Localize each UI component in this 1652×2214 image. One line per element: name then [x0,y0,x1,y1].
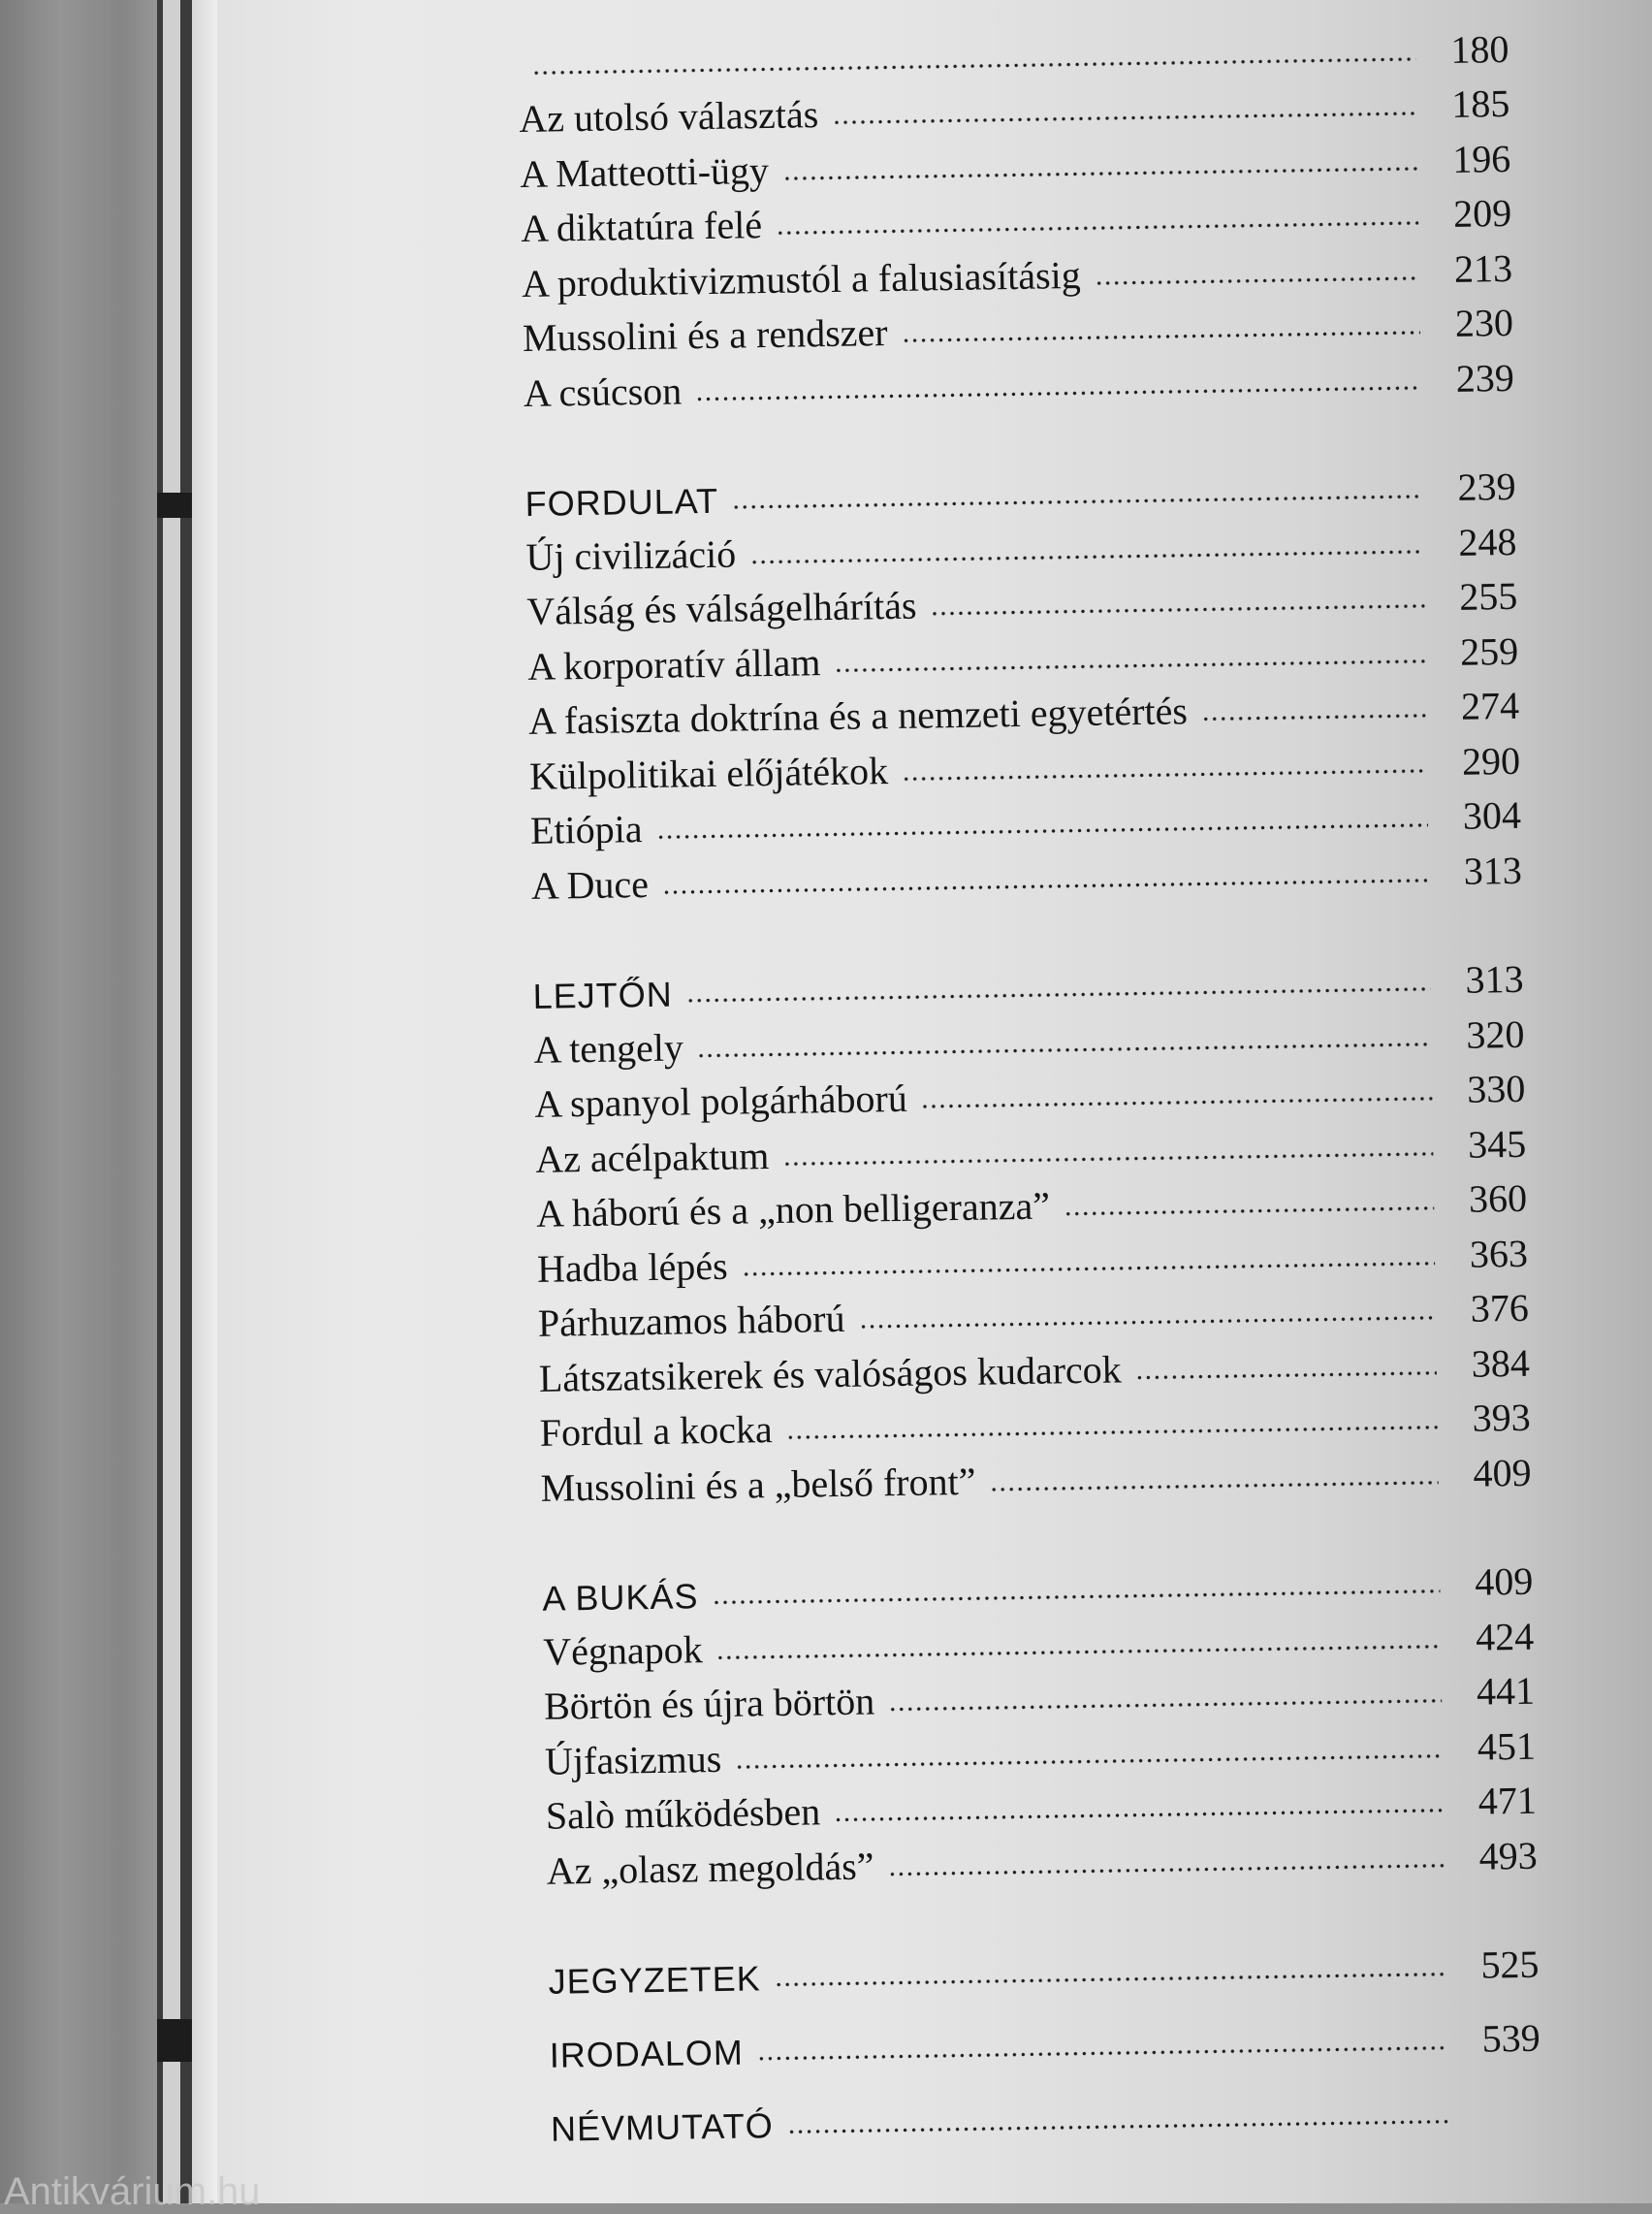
toc-group-fordulat [524,451,1522,905]
toc-entry-page: 424 [1441,1617,1535,1657]
toc-leader [888,1862,1445,1877]
toc-entry-page: 185 [1416,84,1510,125]
toc-entry-page: 409 [1440,1562,1534,1603]
toc-leader [1135,1369,1437,1381]
toc-leader [757,2044,1447,2062]
toc-entry-page: 213 [1419,248,1513,289]
toc-entry-title: Válság és válságelhárítás [526,586,931,631]
toc-leader [775,1971,1446,1988]
toc-entry-title: Az „olasz megoldás” [547,1846,888,1891]
table-of-contents [518,14,1542,2192]
toc-leader [735,1752,1443,1770]
toc-entry-page: 209 [1418,194,1512,235]
toc-entry-page: 313 [1428,850,1522,891]
section-heading-title: NÉVMUTATÓ [551,2108,787,2147]
toc-leader [931,602,1425,617]
toc-entry-title: Újfasizmus [545,1739,736,1781]
toc-group-lejton [532,944,1532,1507]
toc-entry-page: 393 [1437,1398,1531,1439]
watermark: Antikvárium.hu [4,2170,261,2214]
toc-entry-title: A háború és a „non belligeranza” [536,1186,1064,1234]
toc-leader [782,1150,1433,1168]
section-heading-title: IRODALOM [550,2035,758,2072]
toc-entry-page: 539 [1446,2019,1541,2060]
toc-leader [859,1314,1436,1330]
toc-entry-title: Etiópia [530,810,656,850]
page-edge [192,0,217,2203]
toc-entry-title: Mussolini és a „belső front” [540,1461,989,1507]
toc-leader [902,329,1420,343]
toc-leader [888,1697,1442,1713]
section-heading-title: LEJTŐN [532,977,686,1013]
toc-entry-title: A spanyol polgárháború [534,1079,921,1124]
toc-entry-title: Látszatsikerek és valóságos kudarcok [539,1350,1135,1398]
toc-entry-title: Párhuzamos háború [538,1300,859,1343]
section-heading-title: FORDULAT [524,484,732,522]
toc-entry-page: 441 [1442,1672,1536,1713]
toc-entry-page: 239 [1420,358,1514,399]
spine-mark-bottom [157,2019,192,2062]
toc-entry-page: 345 [1433,1124,1527,1165]
toc-leader [787,2118,1448,2135]
table-surface [0,0,175,2203]
toc-entry-title: A produktivizmustól a falusiasításig [522,255,1095,303]
toc-entry-title: A tengely [533,1028,697,1070]
toc-entry-title: Új civilizáció [525,534,749,577]
toc-leader [834,1807,1444,1823]
toc-entry-title: Külpolitikai előjátékok [529,751,903,795]
toc-entry-page: 255 [1424,577,1518,618]
toc-leader [835,658,1426,674]
toc-entry-page: 471 [1444,1781,1538,1822]
toc-entry-page: 384 [1436,1343,1530,1384]
toc-leader [1064,1204,1434,1217]
toc-group-intro [518,14,1514,413]
toc-entry-page: 230 [1420,304,1514,344]
toc-leader [1095,274,1419,286]
toc-leader [1201,712,1426,722]
toc-entry-title: Salò működésben [546,1792,835,1836]
toc-entry-title: Börtön és újra börtön [544,1682,889,1726]
toc-entry-page: 376 [1436,1289,1530,1330]
toc-entry-title: Mussolini és a rendszer [523,313,902,358]
toc-entry-page: 248 [1423,522,1517,562]
spine-mark-top [157,493,192,518]
toc-entry-title: A korporatív állam [527,642,835,686]
toc-entry-title: Fordul a kocka [539,1410,786,1453]
toc-entry-page: 320 [1431,1014,1525,1055]
toc-leader [749,548,1423,565]
toc-leader [776,219,1418,236]
toc-entry-title: Az utolsó választás [519,95,832,139]
section-heading-title: JEGYZETEK [548,1961,775,2000]
toc-entry-page: 239 [1422,467,1516,508]
toc-leader [742,1260,1435,1277]
toc-entry-title: Az acélpaktum [535,1136,783,1178]
toc-entry-page: 525 [1446,1945,1540,1986]
toc-leader [921,1095,1433,1109]
toc-entry-page: 409 [1438,1453,1532,1493]
toc-entry-page: 259 [1425,631,1519,672]
toc-entry-title: Hadba lépés [537,1246,742,1288]
toc-entry-page: 274 [1426,687,1520,727]
section-heading-title: A BUKÁS [542,1579,713,1617]
toc-entry-page: 363 [1435,1234,1529,1274]
toc-leader [989,1479,1438,1492]
toc-entry-page: 360 [1434,1179,1528,1220]
toc-entry-page [1448,2132,1541,2134]
toc-entry-title: A Duce [531,864,663,905]
toc-leader [832,110,1416,125]
toc-entry-title: Végnapok [543,1629,716,1671]
toc-entry-page: 313 [1430,960,1524,1001]
toc-entry-title: A csúcson [524,371,696,413]
toc-group-bukas [542,1546,1538,1890]
toc-entry-title: A fasiszta doktrína és a nemzeti egyetértés [528,691,1201,741]
toc-leader [732,493,1423,510]
toc-leader [902,767,1427,783]
book-spine-highlight [163,0,180,2203]
toc-entry-page: 330 [1432,1070,1526,1110]
toc-entry-page: 196 [1417,139,1511,179]
toc-leader [786,1424,1438,1441]
toc-entry-page: 290 [1427,741,1521,782]
toc-entry-title: A diktatúra felé [521,206,776,248]
toc-entry-page: 304 [1428,796,1522,837]
toc-entry-title: A Matteotti-ügy [520,150,782,193]
toc-leader [782,165,1417,181]
toc-entry-page: 451 [1443,1726,1537,1767]
toc-entry-page: 493 [1444,1836,1538,1877]
toc-entry-page: 180 [1415,29,1509,70]
